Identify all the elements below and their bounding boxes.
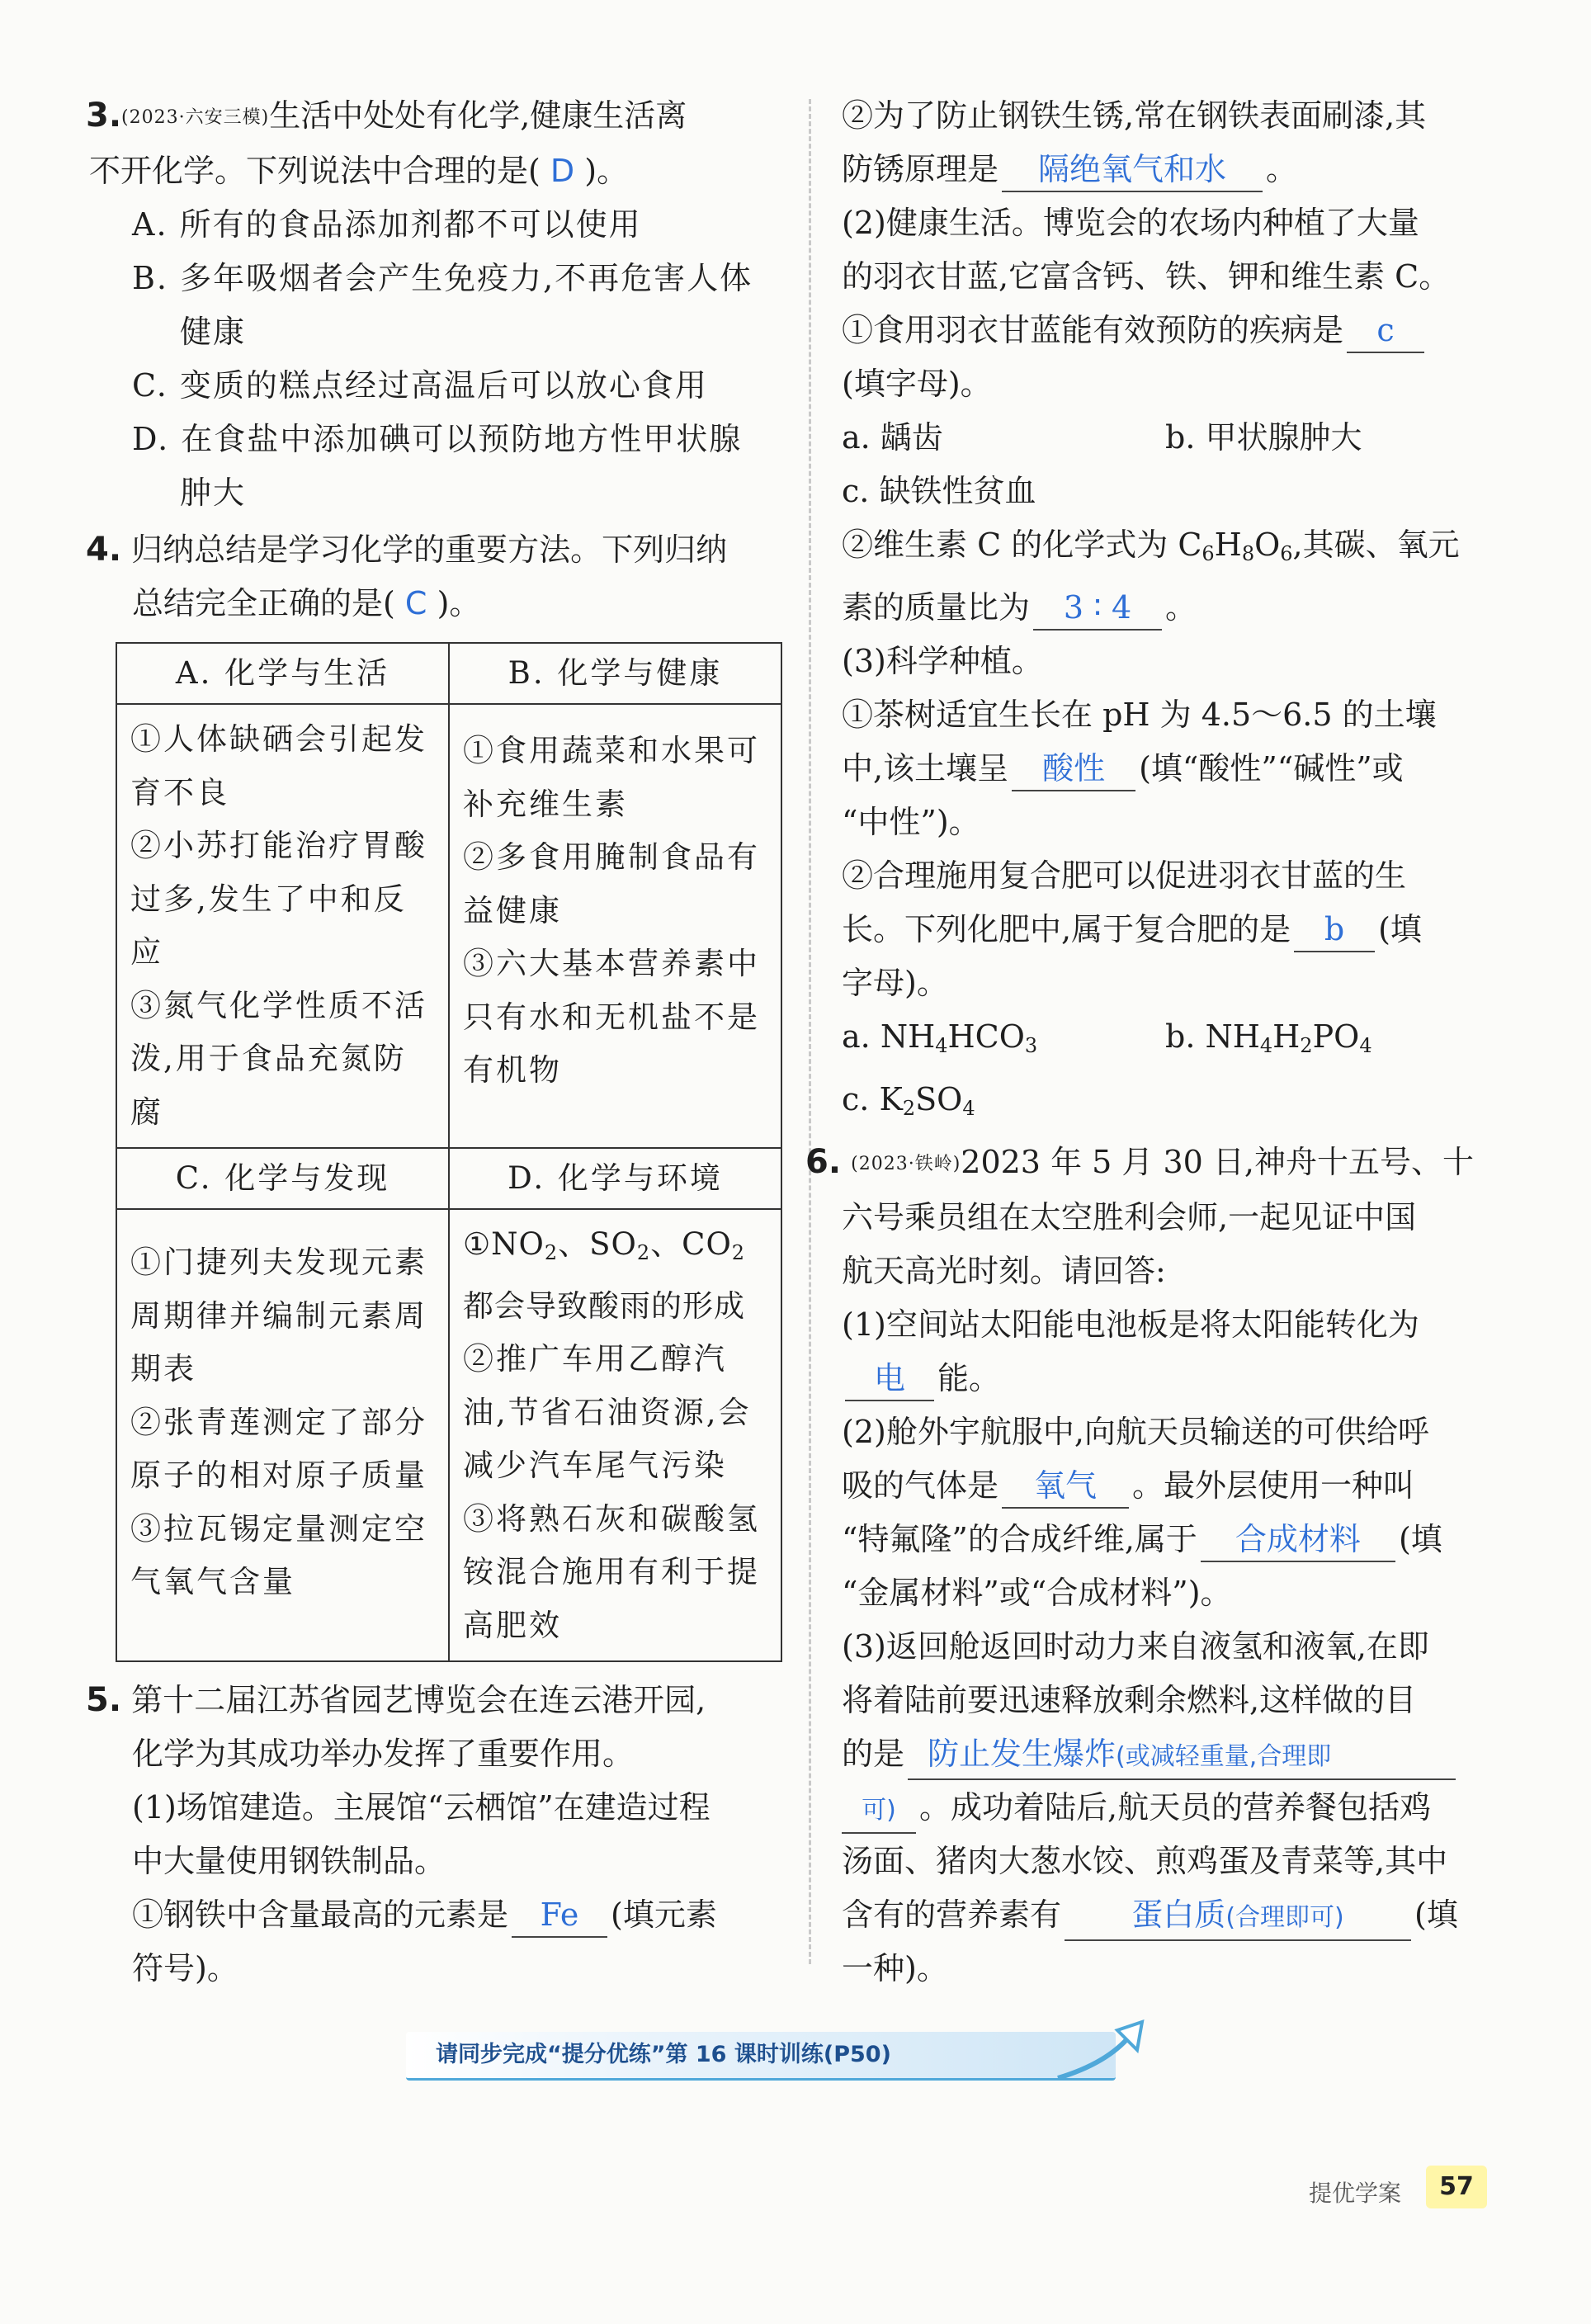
question-3	[86, 89, 781, 520]
q6-part1-end: 能。	[937, 1360, 1001, 1396]
q6-part2-answer-1: 氧气	[1002, 1464, 1129, 1509]
q3-option-d-cont: 肿大	[180, 475, 247, 511]
q5-part3-q1-answer: 酸性	[1012, 747, 1135, 791]
q5-stem-1: 第十二届江苏省园艺博览会在连云港开园,	[131, 1682, 706, 1718]
q5-part3-q2-opt-a: a. $NH_4HCO_3$	[842, 1018, 1038, 1057]
q4-answer: C	[404, 585, 427, 621]
q3-number: 3.	[86, 97, 122, 135]
q3-stem-2-end: )。	[584, 153, 629, 189]
q5-part2-q1: ①食用羽衣甘蓝能有效预防的疾病是	[842, 312, 1344, 348]
q4-cell-d	[449, 1209, 781, 1661]
q6-part2-1: (2)舱外宇航服中,向航天员输送的可供给呼	[842, 1414, 1429, 1450]
q3-stem-2: 不开化学。下列说法中合理的是(	[89, 153, 541, 189]
q4-table	[116, 642, 782, 1662]
q6-part3-6: 含有的营养素有	[842, 1897, 1062, 1933]
q6-part2-4: “金属材料”或“合成材料”)。	[842, 1575, 1232, 1611]
q5-part3-q2-1: ②合理施用复合肥可以促进羽衣甘蓝的生	[842, 857, 1407, 894]
q6-part2-3: “特氟隆”的合成纤维,属于	[842, 1521, 1197, 1557]
q6-part3-answer: 防止发生爆炸(或减轻重量,合理即	[908, 1732, 1456, 1780]
q5-part3-q1-3: “中性”)。	[842, 804, 980, 840]
q3-source: (2023·六安三模)	[121, 107, 270, 128]
q4-stem-2: 总结完全正确的是(	[132, 585, 395, 621]
q4-cell-b-3: ③六大基本营养素中只有水和无机盐不是有机物	[463, 946, 760, 1088]
q4-cell-b	[449, 704, 781, 1148]
q4-cell-d-1: $①NO_2$、$SO_2$、$CO_2$ 都会导致酸雨的形成	[463, 1226, 746, 1324]
q4-cell-a-3: ③氮气化学性质不活泼,用于食品充氮防腐	[130, 987, 427, 1130]
q5-part3-q2-end: (填	[1378, 911, 1422, 947]
practice-banner	[406, 2014, 1182, 2096]
q3-option-a: A. 所有的食品添加剂都不可以使用	[132, 206, 642, 243]
q3-answer: D	[550, 153, 575, 189]
q4-stem-2-end: )。	[437, 585, 481, 621]
q5-part1-q1-answer: Fe	[512, 1893, 607, 1938]
q5-part2-q1-answer: c	[1347, 309, 1424, 353]
q5-part1-q1-cont: 符号)。	[132, 1950, 238, 1986]
q3-stem-1: 生活中处处有化学,健康生活离	[269, 97, 687, 134]
q5-part2-q2-end: 。	[1165, 589, 1197, 626]
q6-part1-answer: 电	[845, 1357, 934, 1401]
q3-option-d: D. 在食盐中添加碘可以预防地方性甲状腺	[132, 421, 743, 457]
q3-option-b-cont: 健康	[180, 314, 247, 350]
q4-number: 4.	[86, 531, 122, 569]
q4-cell-d-2: ②推广车用乙醇汽油,节省石油资源,会减少汽车尾气污染	[463, 1341, 752, 1483]
q5-part2-q2-2: 素的质量比为	[842, 589, 1031, 626]
banner-text: 请同步完成“提分优练”第 16 课时训练(P50)	[436, 2042, 891, 2067]
q5-part3-q2-opt-b: b. $NH_4H_2PO_4$	[1165, 1018, 1372, 1057]
q5-part2-1: (2)健康生活。博览会的农场内种植了大量	[842, 205, 1419, 241]
q5-part1-q1-end: (填元素	[611, 1897, 717, 1933]
question-6	[805, 1136, 1502, 1996]
q6-stem-1: 2023 年 5 月 30 日,神舟十五号、十	[961, 1144, 1474, 1180]
q5-part3-q1-end: (填“酸性”“碱性”或	[1139, 750, 1404, 786]
q6-part2-3-end: (填	[1398, 1521, 1442, 1557]
q5-part1-q2-1: ②为了防止钢铁生锈,常在钢铁表面刷漆,其	[842, 97, 1427, 134]
q4-cell-a	[116, 704, 449, 1148]
q5-part1-1: (1)场馆建造。主展馆“云栖馆”在建造过程	[132, 1789, 711, 1826]
q4-head-c: C. 化学与发现	[116, 1148, 449, 1209]
q4-cell-c-1: ①门捷列夫发现元素周期律并编制元素周期表	[130, 1245, 427, 1386]
q3-option-c: C. 变质的糕点经过高温后可以放心食用	[132, 367, 708, 404]
q4-cell-b-1: ①食用蔬菜和水果可补充维生素	[463, 733, 760, 822]
q5-part2-q1-opt-a: a. 龋齿	[842, 419, 943, 456]
q6-part2-mid: 。最外层使用一种叫	[1132, 1467, 1415, 1504]
q5-part3-q2-opt-c: c. $K_2SO_4$	[842, 1081, 975, 1120]
question-4	[86, 523, 781, 1662]
q3-option-b: B. 多年吸烟者会产生免疫力,不再危害人体	[132, 260, 753, 296]
q4-cell-b-2: ②多食用腌制食品有益健康	[463, 839, 760, 928]
q5-part3-q2-2: 长。下列化肥中,属于复合肥的是	[842, 911, 1291, 947]
q5-part2-2: 的羽衣甘蓝,它富含钙、铁、钾和维生素 C。	[842, 258, 1451, 295]
q5-part3-q1-1: ①茶树适宜生长在 pH 为 4.5～6.5 的土壤	[842, 697, 1437, 733]
q4-cell-a-2: ②小苏打能治疗胃酸过多,发生了中和反应	[130, 828, 427, 970]
q6-part3-2: 将着陆前要迅速释放剩余燃料,这样做的目	[842, 1682, 1417, 1718]
arrow-up-right-icon	[1050, 2014, 1173, 2096]
q6-stem-2: 六号乘员组在太空胜利会师,一起见证中国	[842, 1199, 1417, 1235]
question-5	[86, 1674, 781, 1996]
q6-part2-2: 吸的气体是	[842, 1467, 999, 1504]
book-label: 提优学案	[1309, 2180, 1402, 2207]
q6-part3-answer-cont: 可)	[842, 1786, 916, 1834]
q4-cell-c-3: ③拉瓦锡定量测定空气氧气含量	[130, 1510, 427, 1599]
q5-part1-2: 中大量使用钢铁制品。	[132, 1843, 446, 1879]
q5-part2-q1-cont: (填字母)。	[842, 366, 992, 402]
q5-part1-q1: ①钢铁中含量最高的元素是	[132, 1897, 509, 1933]
q5-part2-q2-1: ②维生素 C 的化学式为 $C_6H_8O_6$,其碳、氧元	[842, 527, 1460, 565]
q4-head-a: A. 化学与生活	[116, 643, 449, 704]
q5-part2-q1-opt-b: b. 甲状腺肿大	[1165, 419, 1362, 456]
column-divider	[809, 99, 811, 1964]
q4-cell-d-3: ③将熟石灰和碳酸氢铵混合施用有利于提高肥效	[463, 1500, 760, 1643]
q4-stem-1: 归纳总结是学习化学的重要方法。下列归纳	[131, 531, 728, 568]
q4-cell-c-2: ②张青莲测定了部分原子的相对原子质量	[130, 1404, 427, 1493]
q5-part1-q2-answer: 隔绝氧气和水	[1002, 148, 1263, 192]
q5-part3: (3)科学种植。	[842, 643, 1043, 679]
q6-part3-answer-2: 蛋白质(合理即可)	[1065, 1893, 1411, 1941]
q6-part3-6-end: (填	[1414, 1897, 1458, 1933]
q6-part3-1: (3)返回舱返回时动力来自液氢和液氧,在即	[842, 1628, 1429, 1665]
q6-number: 6.	[805, 1143, 842, 1181]
right-column	[805, 89, 1502, 1996]
page-number: 57	[1426, 2166, 1487, 2208]
q6-part3-3: 的是	[842, 1736, 905, 1772]
q6-part1-1: (1)空间站太阳能电池板是将太阳能转化为	[842, 1306, 1419, 1343]
q4-head-d: D. 化学与环境	[449, 1148, 781, 1209]
left-column	[86, 89, 781, 1996]
q5-stem-2: 化学为其成功举办发挥了重要作用。	[132, 1736, 635, 1772]
q6-part3-4: 。成功着陆后,航天员的营养餐包括鸡	[919, 1789, 1432, 1826]
q4-head-b: B. 化学与健康	[449, 643, 781, 704]
q4-cell-a-1: ①人体缺硒会引起发育不良	[130, 721, 427, 810]
q5-part1-q2-end: 。	[1266, 151, 1298, 187]
q5-part3-q2-answer: b	[1294, 908, 1375, 952]
q5-part1-q2-2: 防锈原理是	[842, 151, 999, 187]
q6-part3-5: 汤面、猪肉大葱水饺、煎鸡蛋及青菜等,其中	[842, 1843, 1448, 1879]
q5-part2-q1-opt-c: c. 缺铁性贫血	[842, 473, 1036, 509]
q5-number: 5.	[86, 1681, 122, 1719]
q6-part3-7: 一种)。	[842, 1950, 948, 1986]
q5-part3-q2-3: 字母)。	[842, 965, 948, 1001]
q4-cell-c	[116, 1209, 449, 1661]
q5-part3-q1-2: 中,该土壤呈	[842, 750, 1009, 786]
q6-part2-answer-2: 合成材料	[1201, 1518, 1395, 1562]
q6-source: (2023·铁岭)	[851, 1154, 961, 1174]
q6-stem-3: 航天高光时刻。请回答:	[842, 1253, 1166, 1289]
q5-part2-q2-answer: 3 ∶ 4	[1033, 586, 1162, 631]
